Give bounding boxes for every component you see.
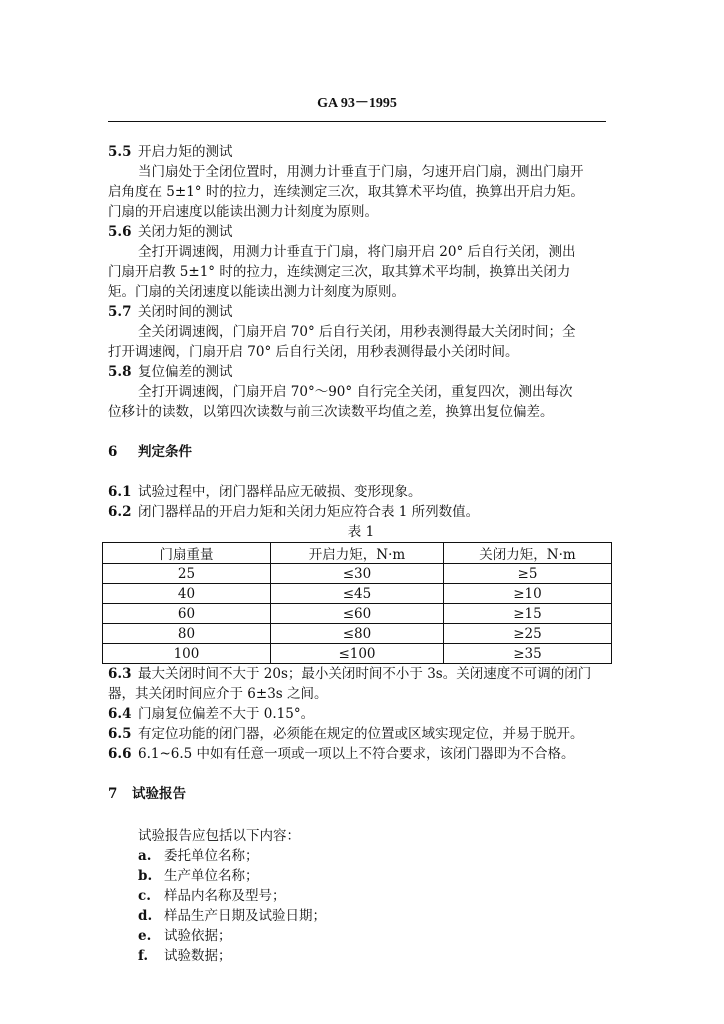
list-label: b. — [138, 868, 153, 884]
list-label: e. — [138, 928, 152, 944]
table-row — [103, 604, 612, 624]
table-row — [103, 624, 612, 644]
section-title: 关闭时间的测试 — [138, 304, 233, 320]
table-cell: ≤60 — [270, 604, 443, 624]
section-5-6-heading — [108, 222, 614, 242]
table-cell: ≥10 — [444, 584, 612, 604]
paragraph-line: 矩。门扇的关闭速度以能读出测力计刻度为原则。 — [108, 284, 405, 300]
report-intro: 试验报告应包括以下内容： — [138, 828, 300, 844]
section-5-5-heading — [108, 142, 614, 162]
clause-text: 有定位功能的闭门器，必须能在规定的位置或区域实现定位，并易于脱开。 — [138, 726, 584, 742]
list-item — [108, 926, 614, 946]
clause-number: 6.3 — [108, 666, 132, 682]
list-item — [108, 866, 614, 886]
section-title: 开启力矩的测试 — [138, 144, 233, 160]
clause-number: 6.5 — [108, 726, 132, 742]
table-cell: ≥25 — [444, 624, 612, 644]
table-cell: ≥15 — [444, 604, 612, 624]
list-text: 试验依据； — [164, 928, 232, 944]
paragraph-line: 全关闭调速阀，门扇开启 70° 后自行关闭，用秒表测得最大关闭时间；全 — [138, 324, 576, 340]
chapter-title: 试验报告 — [132, 786, 186, 802]
clause-number: 6.1 — [108, 484, 132, 500]
clause-text: 最大关闭时间不大于 20s；最小关闭时间不小于 3s。关闭速度不可调的闭门 — [138, 666, 592, 682]
list-label: a. — [138, 848, 152, 864]
clause-text: 闭门器样品的开启力矩和关闭力矩应符合表 1 所列数值。 — [138, 504, 480, 520]
section-number: 5.8 — [108, 364, 132, 380]
list-item — [108, 886, 614, 906]
clause-6-2 — [108, 502, 614, 522]
section-number: 5.7 — [108, 304, 132, 320]
clause-6-6 — [108, 744, 614, 764]
clause-text: 门扇复位偏差不大于 0.15°。 — [138, 706, 315, 722]
document-body — [108, 142, 614, 966]
chapter-7-heading — [108, 784, 614, 804]
chapter-6-heading — [108, 442, 614, 462]
section-number: 5.5 — [108, 144, 132, 160]
clause-6-1 — [108, 482, 614, 502]
list-item — [108, 846, 614, 866]
document-header: GA 93－1995 — [317, 96, 397, 111]
table-cell: 40 — [103, 584, 271, 604]
chapter-number: 7 — [108, 786, 118, 802]
chapter-title: 判定条件 — [138, 444, 192, 460]
column-header: 关闭力矩，N·m — [444, 543, 612, 564]
table-cell: ≤80 — [270, 624, 443, 644]
table-header-row — [103, 543, 612, 564]
paragraph-line: 全打开调速阀，用测力计垂直于门扇，将门扇开启 20° 后自行关闭，测出 — [138, 244, 576, 260]
paragraph-line: 门扇开启教 5±1° 时的拉力，连续测定三次，取其算术平均制，换算出关闭力 — [108, 264, 571, 280]
section-title: 复位偏差的测试 — [138, 364, 233, 380]
list-text: 试验数据； — [164, 948, 232, 964]
paragraph-line: 位移计的读数，以第四次读数与前三次读数平均值之差，换算出复位偏差。 — [108, 404, 554, 420]
table-cell: 25 — [103, 564, 271, 584]
list-text: 委托单位名称； — [164, 848, 259, 864]
clause-number: 6.4 — [108, 706, 132, 722]
table-cell: ≥5 — [444, 564, 612, 584]
table-cell: 60 — [103, 604, 271, 624]
table-caption: 表 1 — [347, 524, 375, 540]
table-cell: ≤45 — [270, 584, 443, 604]
section-title: 关闭力矩的测试 — [138, 224, 233, 240]
table-cell: 100 — [103, 644, 271, 664]
table-cell: ≤100 — [270, 644, 443, 664]
clause-number: 6.6 — [108, 746, 132, 762]
paragraph-line: 全打开调速阀，门扇开启 70°～90° 自行完全关闭，重复四次，测出每次 — [138, 384, 573, 400]
list-text: 样品内名称及型号； — [164, 888, 286, 904]
paragraph-line: 启角度在 5±1° 时的拉力，连续测定三次，取其算术平均值，换算出开启力矩。 — [108, 184, 584, 200]
clause-6-3 — [108, 664, 614, 684]
clause-6-3-continued: 器，其关闭时间应介于 6±3s 之间。 — [108, 686, 328, 702]
paragraph-line: 当门扇处于全闭位置时，用测力计垂直于门扇，匀速开启门扇，测出门扇开 — [138, 164, 584, 180]
table-cell: 80 — [103, 624, 271, 644]
table-row — [103, 644, 612, 664]
list-item — [108, 906, 614, 926]
list-label: d. — [138, 908, 153, 924]
clause-text: 试验过程中，闭门器样品应无破损、变形现象。 — [138, 484, 422, 500]
clause-text: 6.1~6.5 中如有任意一项或一项以上不符合要求，该闭门器即为不合格。 — [138, 746, 575, 762]
clause-6-4 — [108, 704, 614, 724]
list-label: c. — [138, 888, 151, 904]
torque-table — [102, 542, 612, 664]
section-5-8-heading — [108, 362, 614, 382]
table-row — [103, 584, 612, 604]
table-cell: ≤30 — [270, 564, 443, 584]
list-item — [108, 946, 614, 966]
table-cell: ≥35 — [444, 644, 612, 664]
list-text: 样品生产日期及试验日期； — [164, 908, 326, 924]
header-rule — [108, 121, 606, 122]
chapter-number: 6 — [108, 444, 118, 460]
section-5-7-heading — [108, 302, 614, 322]
section-number: 5.6 — [108, 224, 132, 240]
table-row — [103, 564, 612, 584]
column-header: 开启力矩，N·m — [270, 543, 443, 564]
column-header: 门扇重量 — [103, 543, 271, 564]
list-label: f. — [138, 948, 149, 964]
list-text: 生产单位名称； — [164, 868, 259, 884]
clause-number: 6.2 — [108, 504, 132, 520]
clause-6-5 — [108, 724, 614, 744]
paragraph-line: 打开调速阀，门扇开启 70° 后自行关闭，用秒表测得最小关闭时间。 — [108, 344, 519, 360]
paragraph-line: 门扇的开启速度以能读出测力计刻度为原则。 — [108, 204, 378, 220]
